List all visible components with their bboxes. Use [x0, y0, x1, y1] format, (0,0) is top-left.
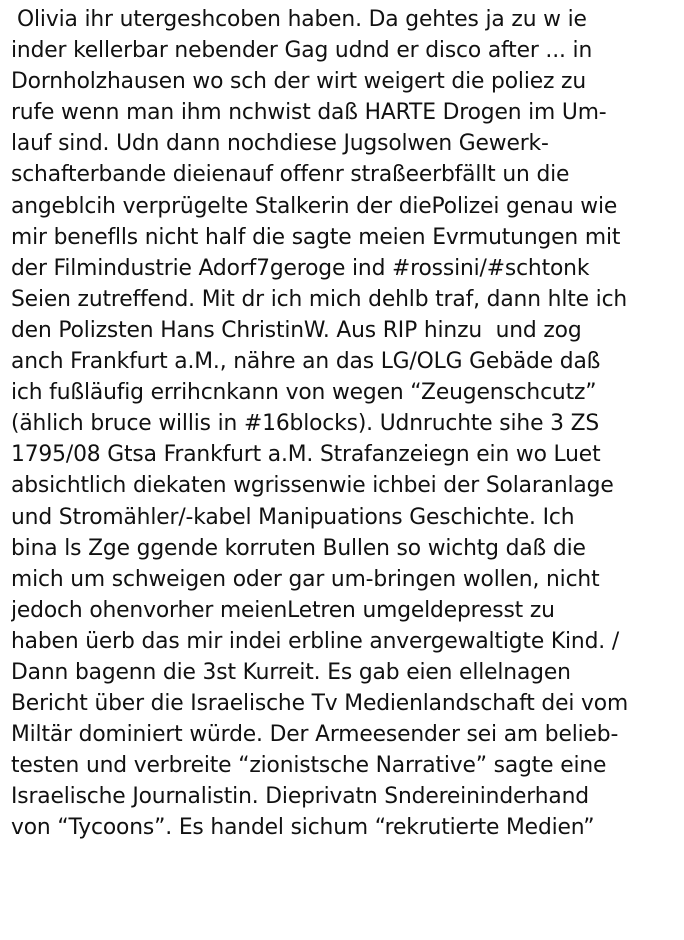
- text-line: von “Tycoons”. Es handel sichum “rekrutierte Medien”: [11, 815, 595, 841]
- text-line: 1795/08 Gtsa Frankfurt a.M. Strafanzeiegn ein wo Luet: [11, 442, 601, 468]
- text-line: lauf sind. Udn dann nochdiese Jugsolwen Gewerk-: [11, 131, 549, 157]
- text-line: angeblcih verprügelte Stalkerin der diePolizei genau wie: [11, 193, 618, 219]
- text-line: und Stromähler/-kabel Manipuations Geschichte. Ich: [11, 504, 575, 530]
- text-line: mir beneflls nicht half die sagte meien Evrmutungen mit: [11, 224, 621, 250]
- text-line: ich fußläufig errihcnkann von wegen “Zeugenschcutz”: [11, 380, 597, 406]
- text-line: absichtlich diekaten wgrissenwie ichbei der Solaranlage: [11, 473, 614, 499]
- text-line: Seien zutreffend. Mit dr ich mich dehlb traf, dann hlte ich: [11, 286, 628, 312]
- text-line: den Polizsten Hans ChristinW. Aus RIP hinzu und zog: [11, 317, 582, 343]
- text-line: Bericht über die Israelische Tv Medienlandschaft dei vom: [11, 691, 629, 717]
- text-line: (ählich bruce willis in #16blocks). Udnruchte sihe 3 ZS: [11, 411, 600, 437]
- text-line: bina ls Zge ggende korruten Bullen so wichtg daß die: [11, 535, 586, 561]
- text-line: anch Frankfurt a.M., nähre an das LG/OLG Gebäde daß: [11, 349, 601, 375]
- text-line: Dann bagenn die 3st Kurreit. Es gab eien ellelnagen: [11, 659, 571, 685]
- text-line: Israelische Journalistin. Dieprivatn Sndereininderhand: [11, 784, 589, 810]
- text-line: der Filmindustrie Adorf7geroge ind #rossini/#schtonk: [11, 255, 590, 281]
- text-line: rufe wenn man ihm nchwist daß HARTE Drogen im Um-: [11, 100, 607, 126]
- text-line: jedoch ohenvorher meienLetren umgeldepresst zu: [11, 597, 555, 623]
- text-line: inder kellerbar nebender Gag udnd er disco after ... in: [11, 38, 593, 64]
- text-line: schafterbande dieienauf offenr straßeerbfällt un die: [11, 162, 570, 188]
- text-line: Olivia ihr utergeshcoben haben. Da gehtes ja zu w ie: [17, 7, 587, 32]
- text-line: haben üerb das mir indei erbline anvergewaltigte Kind. /: [11, 628, 620, 654]
- text-line: testen und verbreite “zionistsche Narrative” sagte eine: [11, 753, 607, 779]
- text-line: Dornholzhausen wo sch der wirt weigert die poliez zu: [11, 69, 587, 95]
- text-line: Miltär dominiert würde. Der Armeesender sei am belieb-: [11, 722, 619, 748]
- text-line: mich um schweigen oder gar um-bringen wollen, nicht: [11, 566, 600, 592]
